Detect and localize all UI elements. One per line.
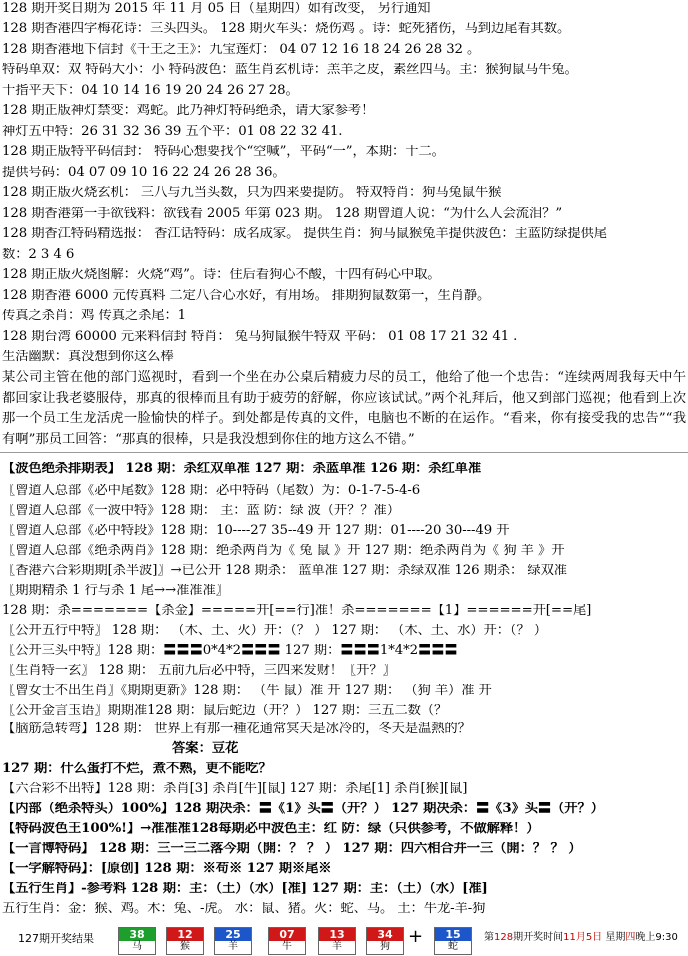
ball-number: 25 bbox=[215, 928, 251, 941]
next-draw-mid: 期开奖时间 bbox=[513, 932, 564, 943]
ball-number: 13 bbox=[319, 928, 355, 941]
draw-results-bar bbox=[0, 922, 688, 956]
text-line: 128 期开奖日期为 2015 年 11 月 05 日（星期四）如有改变， 另行通知 bbox=[2, 2, 431, 16]
text-line: 128 期香江特码精选报： 香江话特码：成名成家。 提供生肖：狗马鼠猴兔羊提供波色：主蓝防绿提供尾 bbox=[2, 227, 607, 241]
text-line: 128 期正版火烧玄机： 三八与九当头数，只为四来要提防。 特双特肖：狗马兔鼠牛猴 bbox=[2, 186, 502, 200]
text-line: 127 期：什么蛋打不烂，煮不熟，更不能吃？ bbox=[2, 762, 272, 776]
ball-zodiac: 牛 bbox=[269, 941, 305, 953]
ball-zodiac: 狗 bbox=[367, 941, 403, 953]
text-line: 〖曾道人总部《一波中特》128 期： 主：蓝 防：绿 波（开？？准） bbox=[2, 504, 400, 518]
text-line: 【特码波色王100%!】→准准准128每期必中波色主：红 防：绿（只供参考，不做解释！） bbox=[2, 822, 540, 836]
text-line: 〖公开金言玉语〗期期准128 期：鼠后蛇边（开？） 127 期：三五二数（？ bbox=[2, 704, 448, 718]
next-draw-prefix: 第 bbox=[484, 932, 494, 943]
result-ball bbox=[318, 927, 356, 955]
result-ball bbox=[268, 927, 306, 955]
text-line: 十指平天下：04 10 14 16 19 20 24 26 27 28。 bbox=[2, 84, 299, 98]
text-line: 128 期香港 6000 元传真料 二定八合心水好，有用场。 排期狗鼠数第一，生肖静。 bbox=[2, 289, 491, 303]
text-line: 〖曾女士不出生肖〗《期期更新》128 期： （牛 鼠）准 开 127 期： （狗 羊）准 开 bbox=[2, 684, 492, 698]
text-line: 【六合彩不出特】128 期：杀肖[3] 杀肖[牛][鼠] 127 期：杀尾[1] 杀肖[猴][鼠] bbox=[2, 782, 468, 796]
text-line: 五行生肖：金：猴、鸡。木：兔、-虎。 水：鼠、猪。火：蛇、马。 土：牛龙-羊-狗 bbox=[2, 902, 486, 916]
ball-number: 07 bbox=[269, 928, 305, 941]
text-line: 特码单双：双 特码大小：小 特码波色：蓝生肖玄机诗：羔羊之皮，素丝四马。主：猴狗鼠马牛兔。 bbox=[2, 63, 578, 77]
text-line: 传真之杀肖：鸡 传真之杀尾：1 bbox=[2, 309, 187, 323]
text-line: 128 期正版火烧图解：火烧“鸡”。诗：住后看狗心不酸，十四有码心中取。 bbox=[2, 268, 441, 282]
text-line: 提供号码：04 07 09 10 16 22 24 26 28 36。 bbox=[2, 166, 286, 180]
ball-number: 12 bbox=[167, 928, 203, 941]
text-line: 128 期香港四字梅花诗：三头四头。 128 期火车头：烧伤鸡 。诗：蛇死猪伤，马到边尾看其数。 bbox=[2, 22, 571, 36]
ball-zodiac: 蛇 bbox=[435, 941, 471, 953]
result-ball bbox=[166, 927, 204, 955]
text-line: 神灯五中特：26 31 32 36 39 五个平：01 08 22 32 41. bbox=[2, 125, 343, 139]
text-line: 〖生肖特一玄〗 128 期： 五前九后必中特，三四来发财！〖开？〗 bbox=[2, 664, 396, 678]
text-line: 生活幽默：真没想到你这么棒 bbox=[2, 350, 174, 364]
ball-zodiac: 猴 bbox=[167, 941, 203, 953]
text-line: 【一言博特码】 128 期：三一三二落今期（開：？ ？ ） 127 期：四六相合并一三（開：？ ？ ） bbox=[2, 842, 582, 856]
text-line: 〖曾道人总部《必中特段》128 期：10----27 35--49 开 127 期：01----20 30---49 开 bbox=[2, 524, 510, 538]
text-line: 〖曾道人总部《必中尾数》128 期：必中特码（尾数）为：0-1-7-5-4-6 bbox=[2, 484, 421, 498]
result-ball bbox=[366, 927, 404, 955]
text-line: 〖公开五行中特〗 128 期： （木、土、火）开：（？ ） 127 期： （木、土、水）开：（？ ） bbox=[2, 624, 547, 638]
text-line: 〖公开三头中特〗128 期：〓〓〓0*4*2〓〓〓 127 期：〓〓〓1*4*2〓〓〓 bbox=[2, 644, 458, 658]
text-line: 〖曾道人总部《绝杀两肖》128 期：绝杀两肖为《 兔 鼠 》开 127 期：绝杀两肖为《 狗 羊 》开 bbox=[2, 544, 565, 558]
text-line: 128 期台湾 60000 元来料信封 特肖： 兔马狗鼠猴牛特双 平码： 01 08 17 21 32 41 . bbox=[2, 330, 518, 344]
ball-number: 15 bbox=[435, 928, 471, 941]
text-line: 【波色绝杀排期表】 128 期：杀红双单准 127 期：杀蓝单准 126 期：杀红单准 bbox=[2, 462, 482, 476]
text-line: 〖期期精杀 1 行与杀 1 尾→→准准准〗 bbox=[2, 584, 229, 598]
text-line: 【脑筋急转弯】128 期： 世界上有那一種花通常冥天是冰冷的，冬天是温熱的？ bbox=[2, 722, 471, 736]
text-line: 128 期香港地下信封《千王之王》：九宝莲灯： 04 07 12 16 18 24 26 28 32 。 bbox=[2, 43, 481, 57]
ball-number: 38 bbox=[119, 928, 155, 941]
ball-zodiac: 羊 bbox=[215, 941, 251, 953]
divider bbox=[0, 452, 688, 453]
next-draw-weekday-prefix: 星期 bbox=[602, 932, 626, 943]
text-line: 128 期：杀=======【杀金】=====开[==行]准！杀=======【1】======开[==尾] bbox=[2, 604, 592, 618]
humor-story: 某公司主管在他的部门巡视时，看到一个坐在办公桌后精疲力尽的员工，他给了他一个忠告：“连续两周我每天中午都回家让我老婆服侍，那真的很棒而且有助于疲劳的舒解，你应该试试。”两个礼拜后，他又到部门巡视；他看到上次那一个员工生龙活虎一脸愉快的样子。到处都是传真的文件，电脑也不断的在运作。“看来，你有接受我的忠告”“我有啊”那员工回答：“那真的很棒，只是我没想到你住的地方这么不错。” bbox=[2, 370, 686, 447]
next-draw-time bbox=[484, 933, 678, 943]
text-line: 数：2 3 4 6 bbox=[2, 248, 75, 262]
ball-zodiac: 马 bbox=[119, 941, 155, 953]
next-draw-issue: 128 bbox=[494, 932, 514, 943]
next-draw-weekday: 四 bbox=[625, 932, 636, 943]
text-line: 【内部（绝杀特头）100%】128 期决杀：〓《1》头〓（开？） 127 期决杀：〓《3》头〓（开？） bbox=[2, 802, 604, 816]
text-line: 【五行生肖】-参考料 128 期：主：（土）（水）[准] 127 期：主：（土）（水）[准] bbox=[2, 882, 488, 896]
next-draw-hour: 晚上9:30 bbox=[635, 932, 678, 943]
result-ball bbox=[118, 927, 156, 955]
next-draw-date: 11月5日 bbox=[563, 932, 603, 943]
text-line: 【一字解特码】：[原创] 128 期：※苟※ 127 期※尾※ bbox=[2, 862, 332, 876]
results-label: 127期开奖结果 bbox=[18, 932, 94, 945]
riddle-answer: 答案：豆花 bbox=[172, 741, 239, 756]
plus-sign: + bbox=[408, 926, 424, 947]
ball-zodiac: 羊 bbox=[319, 941, 355, 953]
result-ball bbox=[214, 927, 252, 955]
ball-number: 34 bbox=[367, 928, 403, 941]
text-line: 〖香港六合彩期期[杀半波]〗→已公开 128 期杀： 蓝单准 127 期：杀绿双准 126 期杀： 绿双准 bbox=[2, 564, 567, 578]
special-ball bbox=[434, 927, 472, 955]
text-line: 128 期正版神灯禁变：鸡蛇。此乃神灯特码绝杀，请大家参考！ bbox=[2, 104, 375, 118]
text-line: 128 期香港第一手欲钱料：欲钱看 2005 年第 023 期。 128 期曾道人说：“为什么人会流泪？” bbox=[2, 207, 563, 221]
text-line: 128 期正版特平码信封： 特码心想要找个“空喊”，平码“一”，本期：十二。 bbox=[2, 145, 445, 159]
